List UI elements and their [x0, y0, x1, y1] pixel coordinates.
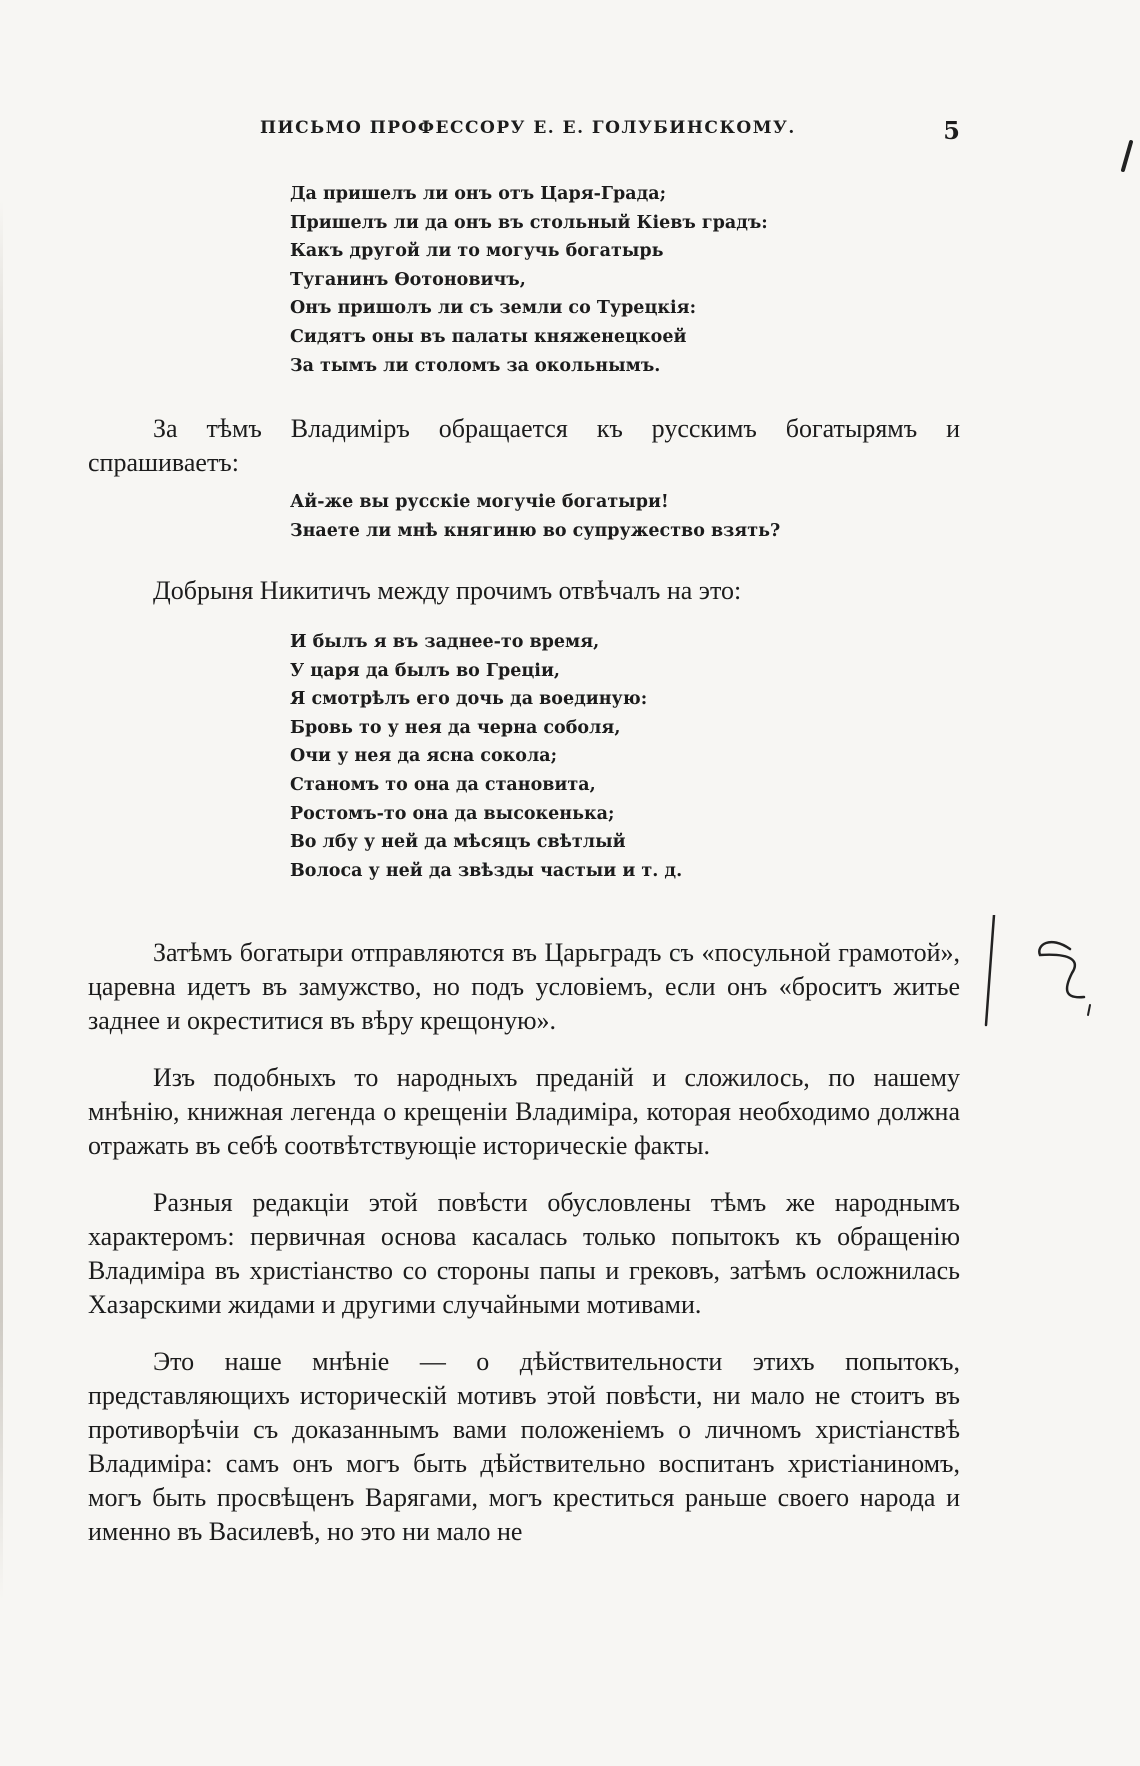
- verse-line: Волоса у ней да звѣзды частыи и т. д.: [290, 860, 683, 881]
- verse-line: Бровь то у нея да черна соболя,: [290, 717, 621, 738]
- paragraph-1: [88, 412, 960, 480]
- verse-line: Да пришелъ ли онъ отъ Царя-Града;: [290, 184, 667, 204]
- handwritten-margin-mark: [960, 915, 1130, 1055]
- paragraph-text: За тѣмъ Владиміръ обращается къ русскимъ богатырямъ и спрашиваетъ:: [88, 414, 960, 477]
- paragraph-6: Это наше мнѣніе — о дѣйствительности этихъ попытокъ, представляющихъ историческій мотивъ этой повѣсти, ни мало не стоитъ въ противорѣчіи съ доказаннымъ вами положеніемъ о личномъ христіанствѣ Владиміра: самъ онъ могъ быть дѣйствительно воспитанъ христіаниномъ, могъ быть просвѣщенъ Варягами, могъ креститься раньше своего народа и именно въ Василевѣ, но это ни мало не: [88, 1347, 960, 1546]
- verse-line: Знаете ли мнѣ княгиню во супружество взять?: [290, 520, 781, 541]
- verse-line: Я смотрѣлъ его дочь да воединую:: [290, 689, 648, 710]
- paragraph-2: [88, 574, 960, 608]
- verse-line: У царя да былъ во Греціи,: [290, 660, 561, 681]
- verse-line: За тымъ ли столомъ за окольнымъ.: [290, 355, 661, 376]
- verse-line: Очи у нея да ясна сокола;: [290, 746, 558, 767]
- verse-line: Туганинъ Өотоновичъ,: [290, 269, 526, 290]
- verse-line: Сидятъ оны въ палаты княженецкоей: [290, 326, 687, 347]
- running-title: ПИСЬМО ПРОФЕССОРУ Е. Е. ГОЛУБИНСКОМУ.: [260, 118, 796, 138]
- verse-line: Какъ другой ли то могучь богатырь: [290, 241, 664, 262]
- verse-line: Ай-же вы русскіе могучіе богатыри!: [290, 492, 669, 512]
- verse-line: Пришелъ ли да онъ въ стольный Кіевъ градъ:: [290, 212, 768, 233]
- paragraph-4: Изъ подобныхъ то народныхъ преданій и сложилось, по нашему мнѣнію, книжная легенда о крещеніи Владиміра, которая необходимо должна отражать въ себѣ соотвѣтствующіе историческіе факты.: [88, 1063, 960, 1160]
- verse-block-3: [290, 628, 682, 885]
- verse-line: Станомъ то она да становита,: [290, 774, 596, 795]
- main-prose: [88, 936, 960, 1549]
- verse-line: Ростомъ-то она да высокенька;: [290, 803, 615, 824]
- paragraph-text: Добрыня Никитичъ между прочимъ отвѣчалъ на это:: [153, 576, 742, 605]
- page-number: 5: [943, 116, 960, 145]
- paragraph-5: Разныя редакціи этой повѣсти обусловлены тѣмъ же народнымъ характеромъ: первичная основа касалась только попытокъ къ обращенію Владиміра въ христіанство со стороны папы и грековъ, затѣмъ осложнилась Хазарскими жидами и другими случайными мотивами.: [88, 1188, 960, 1319]
- verse-block-2: [290, 488, 780, 545]
- verse-line: Онъ пришолъ ли съ земли со Турецкія:: [290, 298, 697, 319]
- verse-line: Во лбу у ней да мѣсяцъ свѣтлый: [290, 832, 626, 853]
- paragraph-3: Затѣмъ богатыри отправляются въ Царьградъ съ «посульной грамотой», царевна идетъ въ замужство, но подъ условіемъ, если онъ «броситъ житье заднее и окреститися въ вѣру крещоную».: [88, 938, 960, 1035]
- pencil-tick-mark: [1115, 138, 1137, 174]
- verse-block-1: [290, 180, 768, 380]
- verse-line: И былъ я въ заднее-то время,: [290, 632, 600, 652]
- scan-gutter-shadow: [0, 200, 3, 1600]
- page-header: [260, 118, 960, 146]
